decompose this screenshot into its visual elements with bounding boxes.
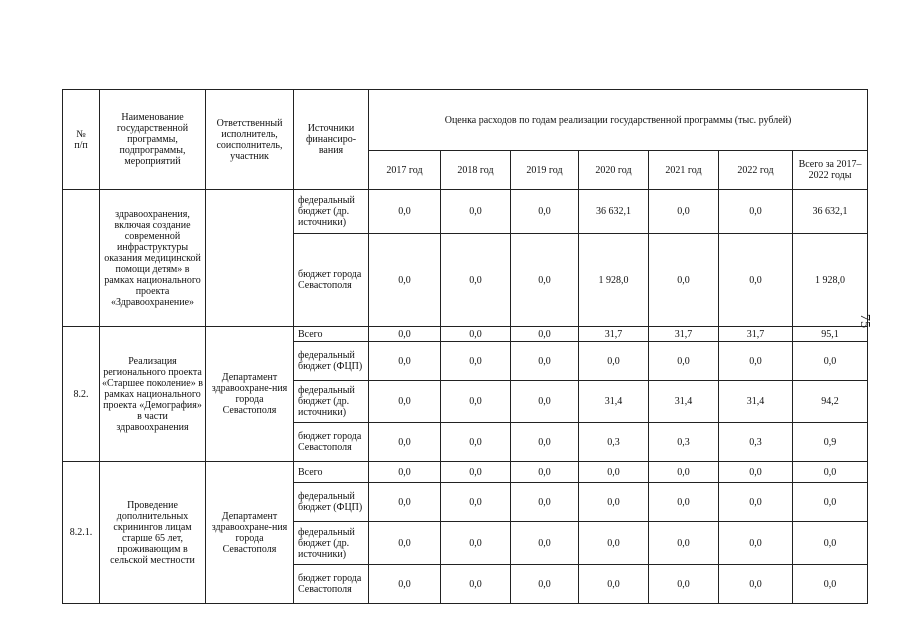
item-responsible xyxy=(206,190,294,327)
table-row xyxy=(63,462,868,483)
value-cell: 0,0 xyxy=(579,483,649,522)
source-cell: федеральный бюджет (др. источники) xyxy=(294,381,369,423)
value-cell: 0,0 xyxy=(511,381,579,423)
source-cell: бюджет города Севастополя xyxy=(294,423,369,462)
value-cell: 0,3 xyxy=(719,423,793,462)
value-cell: 0,0 xyxy=(369,565,441,604)
source-cell: федеральный бюджет (др. источники) xyxy=(294,190,369,234)
value-cell: 0,0 xyxy=(579,522,649,565)
value-cell: 0,0 xyxy=(649,462,719,483)
header-responsible: Ответственный исполнитель, соисполнитель, участник xyxy=(206,90,294,190)
value-cell: 0,0 xyxy=(441,342,511,381)
value-cell: 0,0 xyxy=(793,483,868,522)
value-cell: 0,0 xyxy=(441,190,511,234)
year-total: Всего за 2017–2022 годы xyxy=(793,151,868,190)
value-cell: 0,0 xyxy=(369,423,441,462)
value-cell: 0,0 xyxy=(441,327,511,342)
value-cell: 0,0 xyxy=(369,190,441,234)
value-cell: 0,0 xyxy=(649,234,719,327)
value-cell: 0,0 xyxy=(511,342,579,381)
source-cell: Всего xyxy=(294,327,369,342)
value-cell: 0,0 xyxy=(511,423,579,462)
value-cell: 0,0 xyxy=(511,327,579,342)
value-cell: 1 928,0 xyxy=(579,234,649,327)
year-2021: 2021 год xyxy=(649,151,719,190)
value-cell: 0,0 xyxy=(719,522,793,565)
header-name: Наименование государственной программы, подпрограммы, мероприятий xyxy=(100,90,206,190)
year-2018: 2018 год xyxy=(441,151,511,190)
value-cell: 0,0 xyxy=(649,565,719,604)
value-cell: 0,0 xyxy=(369,483,441,522)
value-cell: 0,0 xyxy=(719,342,793,381)
value-cell: 0,0 xyxy=(511,234,579,327)
value-cell: 0,0 xyxy=(441,565,511,604)
value-cell: 0,0 xyxy=(441,234,511,327)
header-estimate: Оценка расходов по годам реализации государственной программы (тыс. рублей) xyxy=(369,90,868,151)
value-cell: 0,0 xyxy=(511,565,579,604)
item-num: 8.2. xyxy=(63,327,100,462)
value-cell: 0,0 xyxy=(793,462,868,483)
year-2019: 2019 год xyxy=(511,151,579,190)
source-cell: федеральный бюджет (ФЦП) xyxy=(294,342,369,381)
value-cell: 0,0 xyxy=(369,342,441,381)
budget-table xyxy=(62,89,868,604)
table-row xyxy=(63,327,868,342)
value-cell: 31,7 xyxy=(579,327,649,342)
value-cell: 31,7 xyxy=(719,327,793,342)
value-cell: 0,0 xyxy=(369,327,441,342)
value-cell: 31,4 xyxy=(649,381,719,423)
value-cell: 31,7 xyxy=(649,327,719,342)
value-cell: 0,0 xyxy=(649,522,719,565)
value-cell: 0,0 xyxy=(511,522,579,565)
value-cell: 0,0 xyxy=(793,522,868,565)
value-cell: 0,0 xyxy=(649,342,719,381)
source-cell: бюджет города Севастополя xyxy=(294,234,369,327)
item-responsible: Департамент здравоохране-ния города Севастополя xyxy=(206,462,294,604)
source-cell: Всего xyxy=(294,462,369,483)
value-cell: 0,0 xyxy=(719,483,793,522)
value-cell: 36 632,1 xyxy=(793,190,868,234)
item-name: здравоохранения, включая создание современной инфраструктуры оказания медицинской помощи детям» в рамках национального проекта «Здравоохранение» xyxy=(100,190,206,327)
value-cell: 0,3 xyxy=(579,423,649,462)
value-cell: 31,4 xyxy=(719,381,793,423)
table-row xyxy=(63,190,868,234)
value-cell: 0,0 xyxy=(369,522,441,565)
value-cell: 0,0 xyxy=(369,381,441,423)
year-2020: 2020 год xyxy=(579,151,649,190)
page-number: 75 xyxy=(857,314,872,328)
value-cell: 0,0 xyxy=(719,190,793,234)
value-cell: 0,0 xyxy=(719,565,793,604)
value-cell: 0,0 xyxy=(719,462,793,483)
item-responsible: Департамент здравоохране-ния города Севастополя xyxy=(206,327,294,462)
header-num: № п/п xyxy=(63,90,100,190)
source-cell: федеральный бюджет (ФЦП) xyxy=(294,483,369,522)
year-2017: 2017 год xyxy=(369,151,441,190)
source-cell: федеральный бюджет (др. источники) xyxy=(294,522,369,565)
header-row xyxy=(63,90,868,151)
value-cell: 0,0 xyxy=(793,565,868,604)
value-cell: 0,0 xyxy=(441,381,511,423)
year-2022: 2022 год xyxy=(719,151,793,190)
value-cell: 1 928,0 xyxy=(793,234,868,327)
source-cell: бюджет города Севастополя xyxy=(294,565,369,604)
value-cell: 0,0 xyxy=(579,565,649,604)
value-cell: 0,0 xyxy=(511,462,579,483)
value-cell: 0,0 xyxy=(579,462,649,483)
item-num xyxy=(63,190,100,327)
value-cell: 0,0 xyxy=(369,234,441,327)
value-cell: 0,0 xyxy=(441,423,511,462)
value-cell: 94,2 xyxy=(793,381,868,423)
value-cell: 0,9 xyxy=(793,423,868,462)
value-cell: 0,3 xyxy=(649,423,719,462)
value-cell: 0,0 xyxy=(649,190,719,234)
item-num: 8.2.1. xyxy=(63,462,100,604)
value-cell: 0,0 xyxy=(441,522,511,565)
value-cell: 0,0 xyxy=(793,342,868,381)
value-cell: 0,0 xyxy=(369,462,441,483)
value-cell: 0,0 xyxy=(719,234,793,327)
value-cell: 95,1 xyxy=(793,327,868,342)
item-name: Реализация регионального проекта «Старшее поколение» в рамках национального проекта «Демография» в части здравоохранения xyxy=(100,327,206,462)
value-cell: 0,0 xyxy=(441,483,511,522)
value-cell: 0,0 xyxy=(649,483,719,522)
item-name: Проведение дополнительных скринингов лицам старше 65 лет, проживающим в сельской местности xyxy=(100,462,206,604)
value-cell: 0,0 xyxy=(579,342,649,381)
header-sources: Источники финансиро-вания xyxy=(294,90,369,190)
value-cell: 0,0 xyxy=(511,483,579,522)
value-cell: 0,0 xyxy=(441,462,511,483)
value-cell: 36 632,1 xyxy=(579,190,649,234)
value-cell: 0,0 xyxy=(511,190,579,234)
value-cell: 31,4 xyxy=(579,381,649,423)
